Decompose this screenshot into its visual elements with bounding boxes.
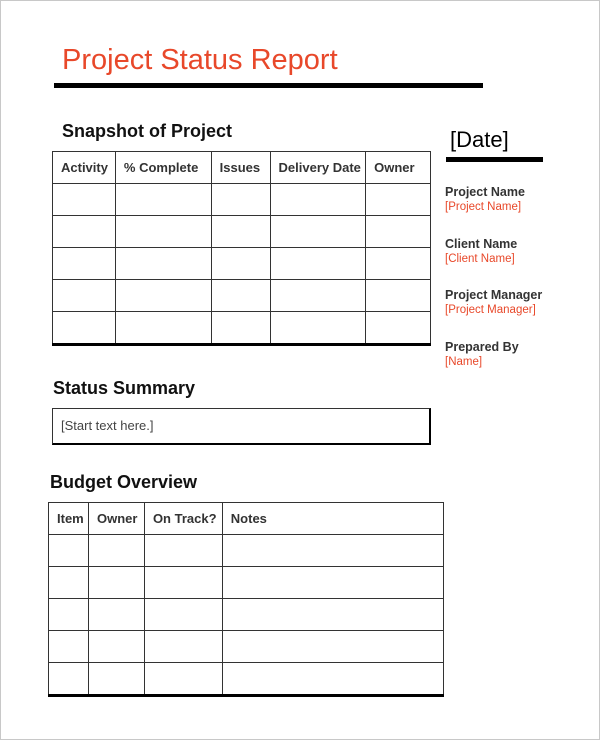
table-cell[interactable] [115,184,211,216]
table-cell[interactable] [49,599,89,631]
client-name-value[interactable]: [Client Name] [445,253,515,265]
table-cell[interactable] [115,216,211,248]
table-cell[interactable] [53,280,116,312]
table-cell[interactable] [49,535,89,567]
table-cell[interactable] [211,312,270,345]
project-manager-label: Project Manager [445,288,543,302]
table-cell[interactable] [53,248,116,280]
status-summary-heading: Status Summary [53,378,196,398]
budget-heading: Budget Overview [50,472,198,492]
budget-col-notes: Notes [222,503,443,535]
table-cell[interactable] [144,535,222,567]
table-cell[interactable] [270,312,366,345]
table-cell[interactable] [88,663,144,696]
table-row [49,535,444,567]
table-cell[interactable] [366,312,431,345]
snapshot-col-issues: Issues [211,152,270,184]
table-cell[interactable] [144,631,222,663]
budget-col-on-track: On Track? [144,503,222,535]
project-name-label: Project Name [445,185,525,199]
table-cell[interactable] [222,599,443,631]
table-row [53,248,431,280]
status-summary-text[interactable]: [Start text here.] [61,418,154,433]
table-cell[interactable] [115,312,211,345]
table-row [53,312,431,345]
snapshot-col-owner: Owner [366,152,431,184]
table-cell[interactable] [211,248,270,280]
snapshot-header-row [53,152,431,184]
table-cell[interactable] [366,216,431,248]
table-cell[interactable] [115,248,211,280]
table-cell[interactable] [366,280,431,312]
budget-col-owner: Owner [88,503,144,535]
status-summary-box[interactable] [52,408,431,445]
prepared-by-value[interactable]: [Name] [445,356,483,368]
budget-col-item: Item [49,503,89,535]
table-cell[interactable] [144,567,222,599]
snapshot-col-activity: Activity [53,152,116,184]
date-underline [446,157,543,162]
snapshot-heading: Snapshot of Project [62,121,233,141]
table-row [53,184,431,216]
table-cell[interactable] [270,184,366,216]
table-cell[interactable] [270,248,366,280]
table-row [49,663,444,696]
table-cell[interactable] [49,663,89,696]
title-underline [54,83,483,88]
table-cell[interactable] [211,184,270,216]
snapshot-table [52,151,431,346]
table-row [49,599,444,631]
table-cell[interactable] [88,567,144,599]
snapshot-col-complete: % Complete [115,152,211,184]
table-cell[interactable] [88,535,144,567]
table-row [53,280,431,312]
budget-table [48,502,444,697]
table-cell[interactable] [222,535,443,567]
table-cell[interactable] [366,184,431,216]
table-cell[interactable] [144,663,222,696]
table-cell[interactable] [222,567,443,599]
project-manager-value[interactable]: [Project Manager] [445,304,536,316]
table-cell[interactable] [53,184,116,216]
table-cell[interactable] [115,280,211,312]
table-cell[interactable] [88,599,144,631]
table-cell[interactable] [144,599,222,631]
table-cell[interactable] [49,631,89,663]
table-cell[interactable] [53,312,116,345]
budget-header-row [49,503,444,535]
project-name-value[interactable]: [Project Name] [445,201,522,213]
table-cell[interactable] [222,631,443,663]
table-row [49,631,444,663]
table-cell[interactable] [88,631,144,663]
prepared-by-label: Prepared By [445,340,519,354]
table-cell[interactable] [49,567,89,599]
report-title: Project Status Report [62,44,338,76]
date-placeholder[interactable]: [Date] [450,127,509,152]
client-name-label: Client Name [445,237,518,251]
table-row [49,567,444,599]
table-cell[interactable] [270,216,366,248]
table-cell[interactable] [53,216,116,248]
snapshot-col-delivery-date: Delivery Date [270,152,366,184]
table-row [53,216,431,248]
table-cell[interactable] [270,280,366,312]
table-cell[interactable] [211,280,270,312]
table-cell[interactable] [366,248,431,280]
table-cell[interactable] [211,216,270,248]
table-cell[interactable] [222,663,443,696]
